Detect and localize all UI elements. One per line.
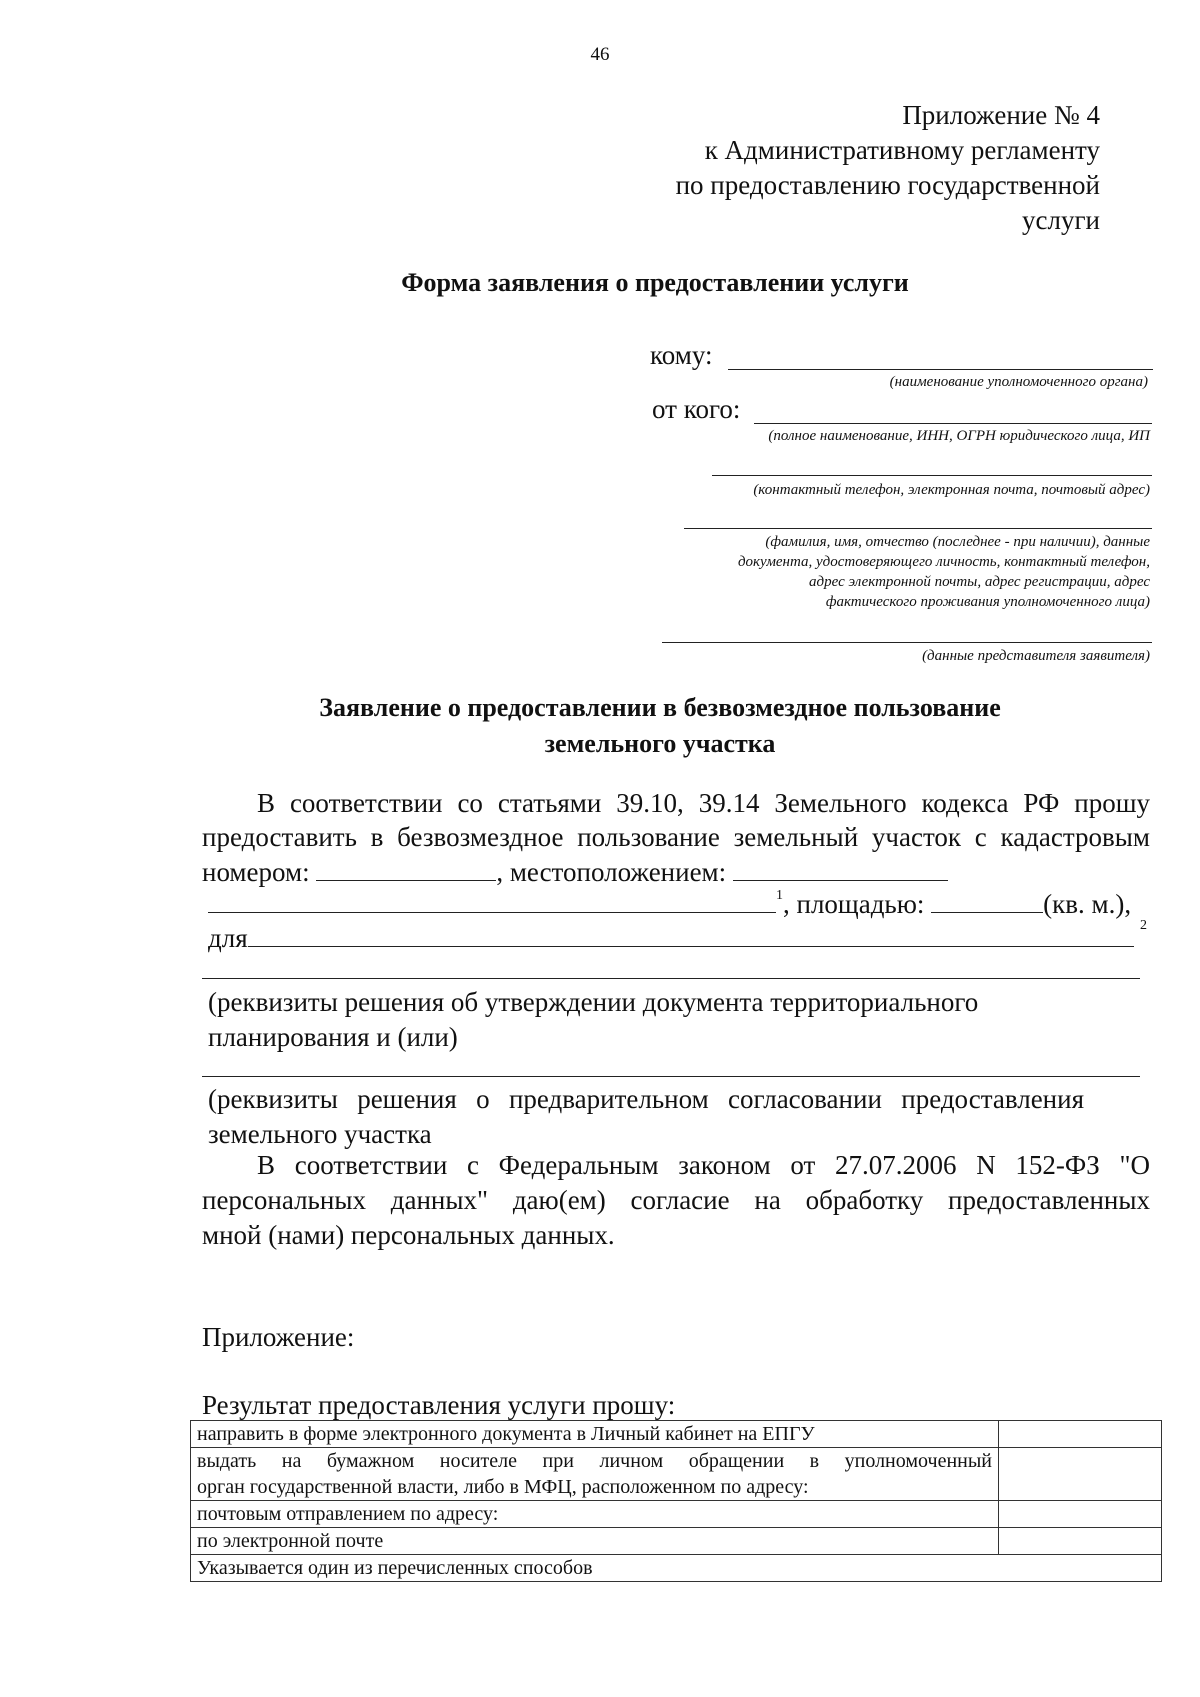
applicant-person-hint-line-2: документа, удостоверяющего личность, контактный телефон, <box>737 554 1150 570</box>
to-field[interactable] <box>728 345 1153 370</box>
body-line-1-text: В соответствии со статьями 39.10, 39.14 Земельного кодекса РФ прошу <box>257 788 1150 818</box>
applicant-person-field[interactable] <box>684 512 1152 529</box>
requisites-2-line-1: (реквизиты решения о предварительном согласовании предоставления <box>208 1084 1084 1114</box>
table-row <box>191 1528 1162 1555</box>
contact-hint: (контактный телефон, электронная почта, почтовый адрес) <box>753 482 1150 498</box>
page-number: 46 <box>590 44 610 65</box>
consent-line-2-text: персональных данных" даю(ем) согласие на обработку предоставленных <box>202 1185 1150 1215</box>
cadastral-row <box>202 856 948 888</box>
appendix-line-2: к Административному регламенту <box>704 135 1100 165</box>
delivery-table-footer: Указывается один из перечисленных способов <box>191 1555 1162 1582</box>
representative-hint: (данные представителя заявителя) <box>922 648 1150 664</box>
appendix-line-3: по предоставлению государственной <box>675 170 1100 200</box>
table-row <box>191 1501 1162 1528</box>
area-unit: (кв. м.), <box>1043 889 1132 919</box>
from-label: от кого: <box>652 394 741 424</box>
table-row <box>191 1421 1162 1448</box>
result-label: Результат предоставления услуги прошу: <box>202 1390 676 1420</box>
statement-title <box>0 690 1200 762</box>
consent-line-1-text: В соответствии с Федеральным законом от 27.07.2006 N 152-ФЗ "О <box>257 1150 1150 1180</box>
form-title: Форма заявления о предоставлении услуги <box>401 268 909 297</box>
table-row <box>191 1448 1162 1501</box>
purpose-row <box>208 922 1134 954</box>
delivery-option-paper-checkbox[interactable] <box>999 1448 1162 1501</box>
from-field[interactable] <box>754 400 1152 424</box>
consent-line-1 <box>257 1150 1150 1181</box>
footnote-1: 1 <box>776 888 783 903</box>
body-line-2-text: предоставить в безвозмездное пользование земельный участок с кадастровым <box>202 822 1150 852</box>
applicant-person-hint <box>450 532 1150 612</box>
applicant-person-hint-line-1: (фамилия, имя, отчество (последнее - при наличии), данные <box>765 534 1150 550</box>
applicant-person-hint-line-4: фактического проживания уполномоченного лица) <box>825 594 1150 610</box>
to-hint: (наименование уполномоченного органа) <box>889 374 1148 390</box>
requisites-2-field[interactable] <box>202 1058 1140 1077</box>
cadastral-number-field[interactable] <box>316 856 496 881</box>
appendix-line-1: Приложение № 4 <box>902 100 1100 130</box>
delivery-option-post-checkbox[interactable] <box>999 1501 1162 1528</box>
appendix-line-4: услуги <box>1022 205 1100 235</box>
requisites-2 <box>208 1082 1084 1152</box>
requisites-1-line-1: (реквизиты решения об утверждении документа территориального <box>208 987 979 1017</box>
requisites-2-line-2: земельного участка <box>208 1119 432 1149</box>
area-row <box>208 888 1131 920</box>
appendix-header <box>676 98 1100 238</box>
delivery-option-post: почтовым отправлением по адресу: <box>191 1501 999 1528</box>
delivery-option-paper-line-1: выдать на бумажном носителе при личном обращении в уполномоченный <box>197 1450 992 1472</box>
location-label: , местоположением: <box>496 857 727 887</box>
delivery-option-epgu: направить в форме электронного документа в Личный кабинет на ЕПГУ <box>191 1421 999 1448</box>
statement-title-line-1: Заявление о предоставлении в безвозмездное пользование <box>319 693 1001 722</box>
consent-line-3: мной (нами) персональных данных. <box>202 1220 615 1250</box>
purpose-label: для <box>208 923 248 953</box>
area-label: , площадью: <box>783 889 925 919</box>
delivery-option-paper <box>191 1448 999 1501</box>
representative-field[interactable] <box>662 622 1152 643</box>
body-line-1 <box>257 788 1150 819</box>
contact-field[interactable] <box>712 455 1152 476</box>
footnote-2: 2 <box>1140 918 1147 933</box>
delivery-option-email-checkbox[interactable] <box>999 1528 1162 1555</box>
applicant-person-hint-line-3: адрес электронной почты, адрес регистрации, адрес <box>809 574 1150 590</box>
area-field[interactable] <box>931 888 1043 913</box>
requisites-1 <box>208 985 978 1055</box>
body-line-2 <box>202 822 1150 853</box>
requisites-1-line-2: планирования и (или) <box>208 1022 458 1052</box>
location-field-continued[interactable] <box>208 888 776 913</box>
purpose-field[interactable] <box>248 922 1134 947</box>
delivery-method-table <box>190 1420 1162 1582</box>
table-row <box>191 1555 1162 1582</box>
location-field[interactable] <box>733 856 948 881</box>
delivery-option-epgu-checkbox[interactable] <box>999 1421 1162 1448</box>
delivery-option-email: по электронной почте <box>191 1528 999 1555</box>
consent-line-2 <box>202 1185 1150 1216</box>
attachments-label: Приложение: <box>202 1322 355 1352</box>
delivery-option-paper-line-2: орган государственной власти, либо в МФЦ, расположенном по адресу: <box>197 1476 809 1498</box>
statement-title-line-2: земельного участка <box>544 729 776 758</box>
cadastral-label: номером: <box>202 857 310 887</box>
from-hint: (полное наименование, ИНН, ОГРН юридического лица, ИП <box>768 428 1150 444</box>
to-label: кому: <box>650 340 713 370</box>
requisites-1-field[interactable] <box>202 960 1140 979</box>
